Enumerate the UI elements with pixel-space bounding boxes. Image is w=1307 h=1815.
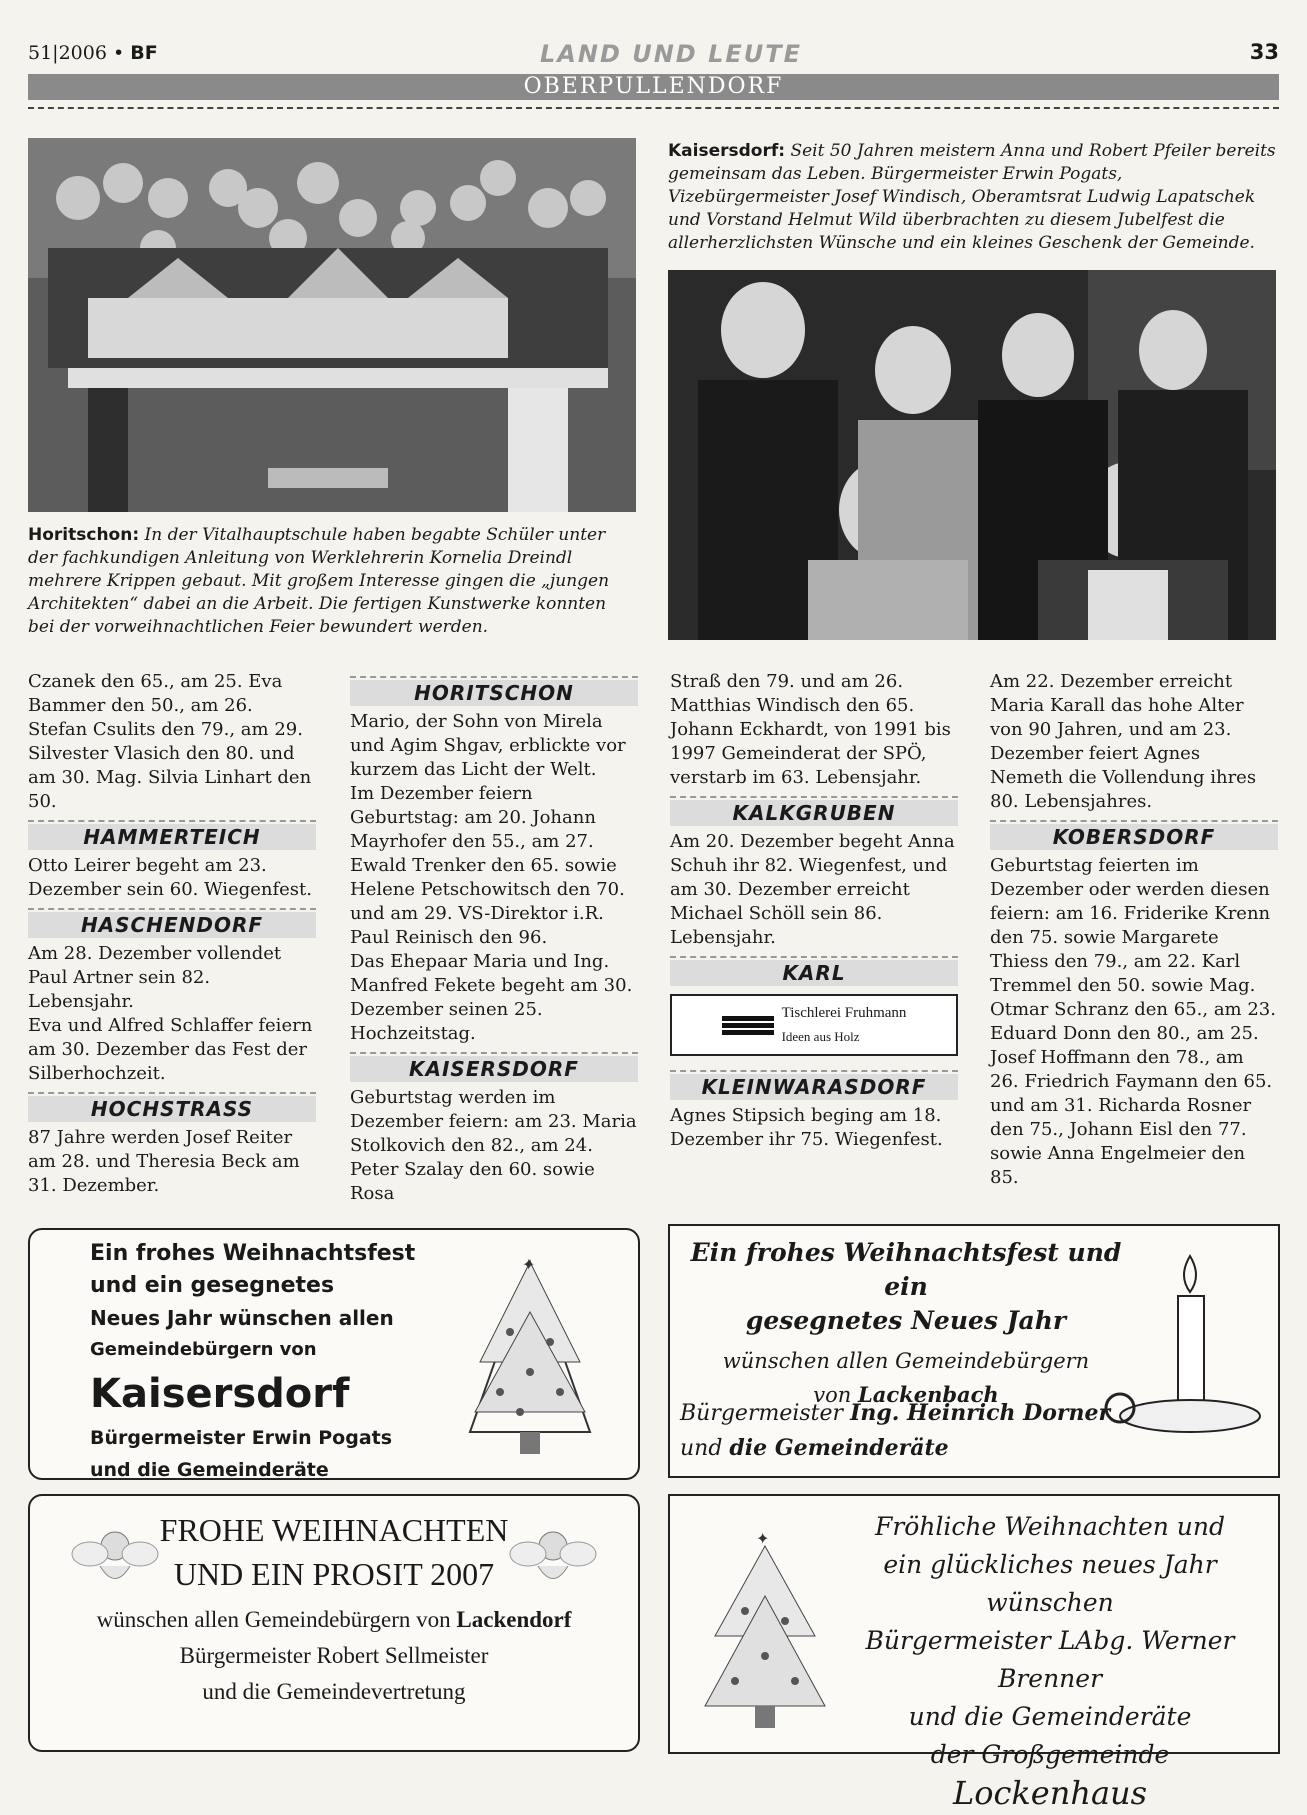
col1-intro: Czanek den 65., am 25. Eva Bammer den 50., am 26. Stefan Csulits den 79., am 29. Silvester Vlasich den 80. und am 30. Mag. Silvia Linhart den 50. <box>28 671 312 812</box>
header-divider <box>28 107 1279 109</box>
col4-intro: Am 22. Dezember erreicht Maria Karall das hohe Alter von 90 Jahren, und am 23. Dezember feiert Agnes Nemeth die Vollendung ihres 80. Lebensjahres. <box>990 671 1257 812</box>
column-2 <box>350 670 638 1206</box>
ad-lackenbach-line-3: wünschen allen Gemeindebürgern <box>722 1349 1090 1373</box>
section-title-kalkgruben: KALKGRUBEN <box>670 800 958 826</box>
svg-text:✦: ✦ <box>522 1255 536 1274</box>
tischlerei-slogan: Ideen aus Holz <box>781 1029 860 1044</box>
ad-lackendorf-council: und die Gemeindevertretung <box>202 1679 466 1704</box>
ad-lockenhaus-line-2: ein glückliches neues Jahr <box>883 1550 1217 1579</box>
horitschon-text-1: Mario, der Sohn von Mirela und Agim Shgav, erblickte vor kurzem das Licht der Welt. <box>350 711 626 780</box>
haschendorf-text-2: Eva und Alfred Schlaffer feiern am 30. Dezember das Fest der Silberhochzeit. <box>28 1015 313 1084</box>
ad-kaisersdorf-council: und die Gemeinderäte <box>90 1459 329 1481</box>
section-title: LAND UND LEUTE <box>540 40 803 68</box>
section-kobersdorf <box>990 820 1278 850</box>
section-horitschon <box>350 676 638 706</box>
column-1 <box>28 670 316 1198</box>
section-kalkgruben <box>670 796 958 826</box>
section-title-hammerteich: HAMMERTEICH <box>28 824 316 850</box>
ad-lackenbach-line-1: Ein frohes Weihnachtsfest und ein <box>690 1238 1122 1301</box>
issue-number: 51|2006 <box>28 42 107 64</box>
ad-lackenbach-line-2: gesegnetes Neues Jahr <box>745 1306 1067 1335</box>
tischlerei-logo-icon <box>722 1014 774 1037</box>
col3-intro-1: Straß den 79. und am 26. Matthias Windisch den 65. <box>670 671 915 716</box>
hammerteich-text: Otto Leirer begeht am 23. Dezember sein 60. Wiegenfest. <box>28 855 312 900</box>
ad-lockenhaus-line-1: Fröhliche Weihnachten und <box>874 1512 1226 1541</box>
section-title-haschendorf: HASCHENDORF <box>28 912 316 938</box>
section-title-kobersdorf: KOBERSDORF <box>990 824 1278 850</box>
ad-kaisersdorf-line-4: Gemeindebürgern von <box>90 1339 317 1360</box>
ad-lackendorf-line-1: FROHE WEIHNACHTEN <box>159 1512 509 1548</box>
caption-text: In der Vitalhauptschule haben begabte Schüler unter der fachkundigen Anleitung von Werklehrerin Kornelia Dreindl mehrere Krippen gebaut. Mit großem Interesse gingen die „jungen Architekten“ dabei an die Arbeit. Die fertigen Kunstwerke konnten bei der vorweihnachtlichen Feier bewundert werden. <box>28 525 610 637</box>
ad-kaisersdorf-line-1: Ein frohes Weihnachtsfest <box>90 1241 416 1266</box>
ad-lackendorf-mayor: Bürgermeister Robert Sellmeister <box>179 1643 489 1668</box>
section-title-hochstrass: HOCHSTRASS <box>28 1096 316 1122</box>
ad-lackendorf-line-3: wünschen allen Gemeindebürgern von Lackendorf <box>96 1607 572 1632</box>
tischlerei-ad <box>670 994 958 1056</box>
kaisersdorf-text: Geburtstag werden im Dezember feiern: am 23. Maria Stolkovich den 82., am 24. Peter Szalay den 60. sowie Rosa <box>350 1087 637 1204</box>
svg-text:✦: ✦ <box>756 1529 770 1548</box>
ad-kaisersdorf-mayor: Bürgermeister Erwin Pogats <box>90 1427 393 1449</box>
ad-lackenbach-council: und die Gemeinderäte <box>680 1435 949 1461</box>
section-title-kaisersdorf: KAISERSDORF <box>350 1056 638 1082</box>
christmas-tree-icon <box>450 1252 610 1462</box>
region-title: OBERPULLENDORF <box>523 74 784 99</box>
section-haschendorf <box>28 908 316 938</box>
hochstrass-text: 87 Jahre werden Josef Reiter am 28. und Theresia Beck am 31. Dezember. <box>28 1127 300 1196</box>
haschendorf-text-1: Am 28. Dezember vollendet Paul Artner sein 82. Lebensjahr. <box>28 943 282 1012</box>
kaisersdorf-photo <box>668 270 1276 640</box>
ad-lackendorf <box>28 1494 640 1752</box>
kaisersdorf-caption <box>668 140 1280 255</box>
christmas-tree-icon <box>690 1526 840 1736</box>
col3-intro-2: Johann Eckhardt, von 1991 bis 1997 Gemeinderat der SPÖ, verstarb im 63. Lebensjahr. <box>670 719 951 788</box>
horitschon-text-3: Das Ehepaar Maria und Ing. Manfred Fekete begeht am 30. Dezember seinen 25. Hochzeitstag. <box>350 951 633 1044</box>
section-kaisersdorf <box>350 1052 638 1082</box>
section-kleinwarasdorf <box>670 1070 958 1100</box>
ad-lackenbach-line-4: von Lackenbach <box>813 1382 999 1407</box>
column-4 <box>990 670 1278 1190</box>
issue-info <box>28 42 158 64</box>
ad-lackenbach <box>668 1224 1280 1478</box>
ad-lockenhaus-line-5: und die Gemeinderäte <box>908 1702 1192 1731</box>
ad-lackendorf-line-2: UND EIN PROSIT 2007 <box>173 1556 495 1592</box>
ad-lackenbach-mayor: Bürgermeister Ing. Heinrich Dorner <box>680 1400 1111 1426</box>
horitschon-text-2: Im Dezember feiern Geburtstag: am 20. Johann Mayrhofer den 55., am 27. Ewald Trenker den 65. sowie Helene Petschowitsch den 70. und am 29. VS-Direktor i.R. Paul Reinisch den 96. <box>350 783 625 948</box>
section-title-horitschon: HORITSCHON <box>350 680 638 706</box>
students-with-cribs-image <box>28 138 636 512</box>
bullet: • <box>112 42 125 64</box>
page-number: 33 <box>1249 40 1279 64</box>
section-title-kleinwarasdorf: KLEINWARASDORF <box>670 1074 958 1100</box>
horitschon-photo <box>28 138 636 512</box>
section-hochstrass <box>28 1092 316 1122</box>
caption-place: Kaisersdorf: <box>668 141 786 161</box>
horitschon-caption <box>28 524 636 639</box>
section-karl <box>670 956 958 986</box>
ad-kaisersdorf-line-3: Neues Jahr wünschen allen <box>90 1306 394 1330</box>
column-3 <box>670 670 958 1152</box>
ad-lockenhaus-line-4: Bürgermeister LAbg. Werner Brenner <box>865 1626 1235 1693</box>
section-hammerteich <box>28 820 316 850</box>
ad-kaisersdorf <box>28 1228 640 1480</box>
ad-lockenhaus-line-6: der Großgemeinde Lockenhaus <box>930 1740 1170 1812</box>
golden-anniversary-image <box>668 270 1276 640</box>
kleinwarasdorf-text: Agnes Stipsich beging am 18. Dezember ihr 75. Wiegenfest. <box>670 1105 943 1150</box>
tischlerei-name: Tischlerei Fruhmann <box>781 1005 907 1021</box>
paper-name: BF <box>130 42 158 64</box>
ad-kaisersdorf-line-2: und ein gesegnetes <box>90 1273 335 1298</box>
section-title-karl: KARL <box>670 960 958 986</box>
caption-place: Horitschon: <box>28 525 140 545</box>
candle-icon <box>1090 1236 1270 1466</box>
ad-lockenhaus <box>668 1494 1280 1812</box>
kalkgruben-text: Am 20. Dezember begeht Anna Schuh ihr 82. Wiegenfest, und am 30. Dezember erreicht Michael Schöll sein 86. Lebensjahr. <box>670 831 955 948</box>
kobersdorf-text: Geburtstag feierten im Dezember oder werden diesen feiern: am 16. Friderike Krenn den 75. sowie Margarete Thiess den 79., am 22. Karl Tremmel den 50. sowie Mag. Otmar Schranz den 65., am 23. Eduard Donn den 80., am 25. Josef Hoffmann den 78., am 26. Friedrich Faymann den 65. und am 31. Richarda Rosner den 75., Johann Eisl den 77. sowie Anna Engelmeier den 85. <box>990 855 1276 1188</box>
caption-text: Seit 50 Jahren meistern Anna und Robert Pfeiler bereits gemeinsam das Leben. Bürgermeister Erwin Pogats, Vizebürgermeister Josef Windisch, Oberamtsrat Ludwig Lapatschek und Vorstand Helmut Wild überbrachten zu diesem Jubelfest die allerherzlichsten Wünsche und ein kleines Geschenk der Gemeinde. <box>668 141 1276 253</box>
ad-kaisersdorf-town: Kaisersdorf <box>90 1371 350 1417</box>
ad-lockenhaus-line-3: wünschen <box>986 1588 1114 1617</box>
